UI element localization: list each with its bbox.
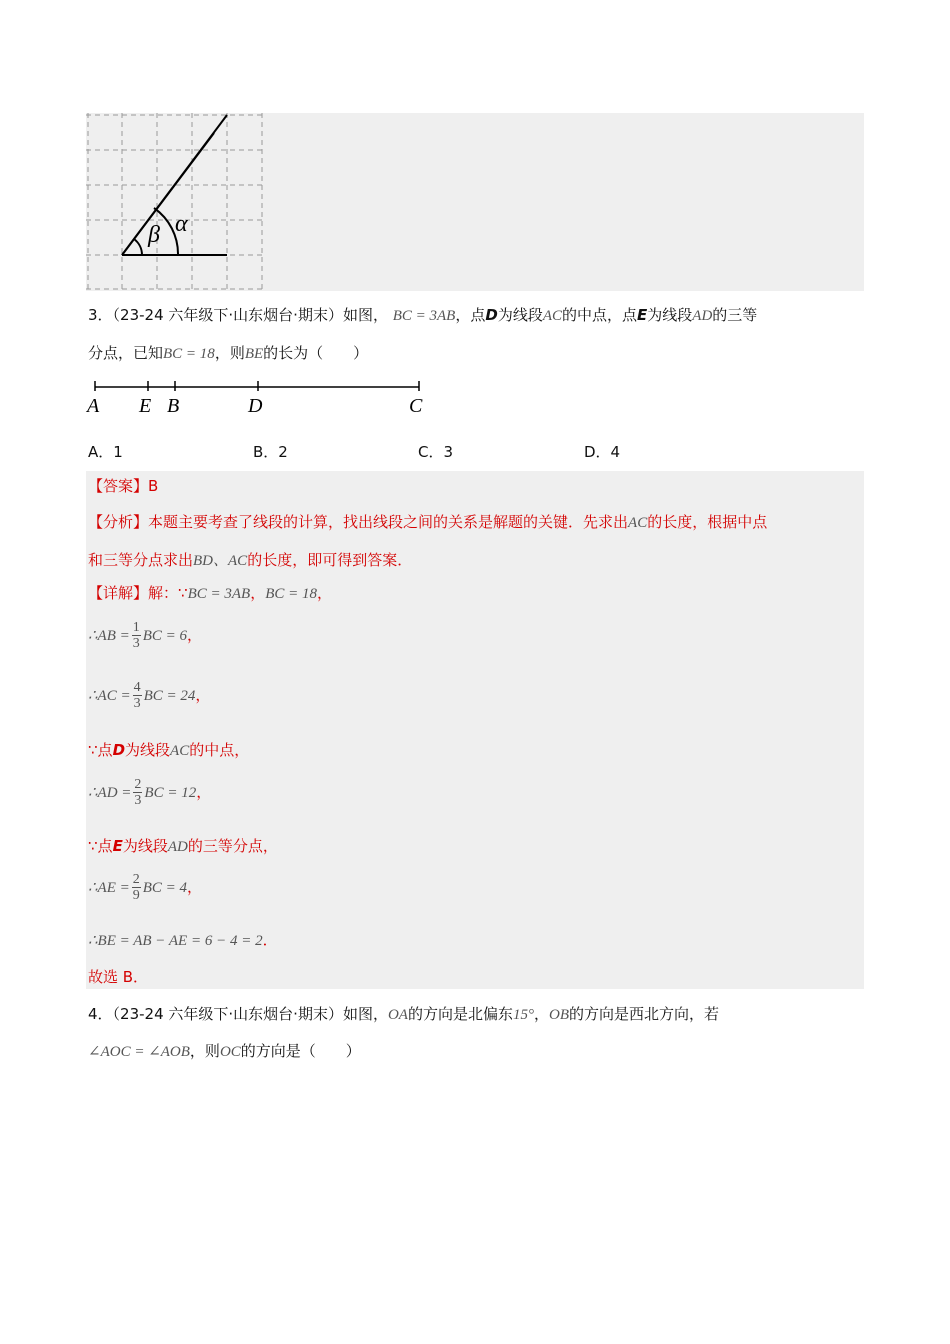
q4-ob: OB xyxy=(548,1007,569,1023)
step5-text: 为线段 xyxy=(122,837,168,855)
detail-solve: 解： xyxy=(148,584,179,602)
step0-eq-a: BC = 3AB xyxy=(187,586,251,602)
q4-source: （23-24 六年级下·山东烟台·期末）如图， xyxy=(112,1005,388,1023)
step1-fraction xyxy=(132,620,141,651)
q3-ad: AD xyxy=(692,308,713,324)
comma: ， xyxy=(187,626,203,644)
analysis-line2 xyxy=(88,550,412,571)
step3-ac: AC xyxy=(170,743,190,759)
analysis-text: 和三等分点求出 xyxy=(88,551,194,569)
q3-text: ，则 xyxy=(214,344,245,362)
step2 xyxy=(88,680,210,711)
label-e: E xyxy=(139,395,152,417)
therefore-symbol: ∴ xyxy=(88,933,98,949)
step6-pre: AE = xyxy=(97,880,130,896)
step0-eq-b: BC = 18 xyxy=(265,586,318,602)
step7-eq: BE = AB − AE = 6 − 4 = 2 xyxy=(97,933,263,949)
step6 xyxy=(88,872,202,903)
step2-post: BC = 24 xyxy=(143,688,196,704)
denominator: 3 xyxy=(132,636,140,651)
q3-text: 的三等 xyxy=(712,306,758,324)
analysis-line1 xyxy=(88,512,767,533)
step4-pre: AD = xyxy=(97,785,132,801)
step4-fraction xyxy=(133,777,142,808)
beta-label: β xyxy=(148,222,160,248)
q3-text: 为线段 xyxy=(647,306,693,324)
q3-text: 的中点，点 xyxy=(562,306,638,324)
q4-line1 xyxy=(88,1004,719,1025)
step5 xyxy=(88,836,278,857)
angle-grid-figure xyxy=(86,113,266,291)
detail-tag: 【详解】 xyxy=(88,584,149,602)
analysis-tag: 【分析】 xyxy=(88,513,149,531)
q4-oa: OA xyxy=(387,1007,408,1023)
q3-ac: AC xyxy=(542,308,563,324)
step2-fraction xyxy=(133,680,142,711)
label-b: B xyxy=(167,395,180,417)
denominator: 3 xyxy=(134,793,142,808)
option-d: D．4 xyxy=(584,443,621,461)
comma: ， xyxy=(250,584,266,602)
numerator: 2 xyxy=(134,777,142,792)
step5-text: 点 xyxy=(97,837,113,855)
detail-line0 xyxy=(88,583,332,604)
comma: ， xyxy=(187,878,203,896)
step3 xyxy=(88,740,249,761)
q3-number: 3． xyxy=(88,306,113,324)
numerator: 1 xyxy=(132,620,140,635)
q3-text: 分点，已知 xyxy=(88,344,164,362)
step2-pre: AC = xyxy=(97,688,131,704)
therefore-symbol: ∴ xyxy=(88,785,98,801)
label-d: D xyxy=(248,395,263,417)
therefore-symbol: ∴ xyxy=(88,628,98,644)
q4-text: ， xyxy=(533,1005,549,1023)
step4 xyxy=(88,777,211,808)
period: ． xyxy=(262,931,278,949)
analysis-text: 的长度，即可得到答案． xyxy=(247,551,413,569)
q3-eq1: BC = 3AB xyxy=(392,308,456,324)
step5-point-e: E xyxy=(112,837,123,855)
denominator: 3 xyxy=(133,696,141,711)
step4-post: BC = 12 xyxy=(144,785,197,801)
because-symbol: ∵ xyxy=(178,584,188,602)
q4-text: 的方向是北偏东 xyxy=(407,1005,513,1023)
step6-post: BC = 4 xyxy=(142,880,188,896)
q3-be: BE xyxy=(244,346,264,362)
q3-text: 的长为（ ） xyxy=(263,344,369,362)
q3-line1 xyxy=(88,305,757,326)
q4-oc: OC xyxy=(219,1044,241,1060)
because-symbol: ∵ xyxy=(88,837,98,855)
denominator: 9 xyxy=(132,888,140,903)
q3-point-d: D xyxy=(485,306,498,324)
segment-figure xyxy=(84,378,429,420)
step1-post: BC = 6 xyxy=(142,628,188,644)
q4-eq: ∠AOC = ∠AOB xyxy=(88,1044,190,1060)
q4-number: 4． xyxy=(88,1005,113,1023)
final-answer: 故选 B． xyxy=(88,968,149,986)
q3-text: ，点 xyxy=(455,306,486,324)
q4-text: 的方向是（ ） xyxy=(240,1042,361,1060)
step3-text: 为线段 xyxy=(125,741,171,759)
step5-ad: AD xyxy=(167,839,188,855)
q4-text: ，则 xyxy=(189,1042,220,1060)
q3-point-e: E xyxy=(637,306,648,324)
option-b: B．2 xyxy=(253,443,288,461)
alpha-label: α xyxy=(175,211,188,237)
label-a: A xyxy=(87,395,100,417)
analysis-bd-ac: BD、AC xyxy=(193,553,248,569)
therefore-symbol: ∴ xyxy=(88,880,98,896)
step1 xyxy=(88,620,202,651)
q3-eq2: BC = 18 xyxy=(163,346,215,362)
analysis-ac: AC xyxy=(628,515,648,531)
analysis-text: 本题主要考查了线段的计算，找出线段之间的关系是解题的关键．先求出 xyxy=(148,513,629,531)
answer-tag: 【答案】 xyxy=(88,477,149,495)
comma: ， xyxy=(195,686,211,704)
option-a: A．1 xyxy=(88,443,123,461)
q3-text: 为线段 xyxy=(497,306,543,324)
therefore-symbol: ∴ xyxy=(88,688,98,704)
answer-background xyxy=(86,471,864,989)
step5-text: 的三等分点， xyxy=(187,837,278,855)
numerator: 4 xyxy=(133,680,141,695)
label-c: C xyxy=(409,395,423,417)
step3-point-d: D xyxy=(112,741,126,759)
comma: ， xyxy=(196,783,212,801)
q3-source: （23-24 六年级下·山东烟台·期末）如图， xyxy=(112,306,388,324)
answer-value: B xyxy=(148,477,159,495)
step3-text: 点 xyxy=(97,741,113,759)
q3-line2 xyxy=(88,343,368,364)
option-c: C．3 xyxy=(418,443,454,461)
q4-degree: 15° xyxy=(512,1007,534,1023)
q4-line2 xyxy=(88,1041,361,1062)
numerator: 2 xyxy=(132,872,140,887)
step3-text: 的中点， xyxy=(189,741,250,759)
answer-line xyxy=(88,476,158,496)
q4-text: 的方向是西北方向，若 xyxy=(568,1005,719,1023)
comma: ， xyxy=(317,584,333,602)
analysis-text: 的长度，根据中点 xyxy=(647,513,768,531)
step6-fraction xyxy=(132,872,141,903)
step7 xyxy=(88,930,278,951)
because-symbol: ∵ xyxy=(88,741,98,759)
step1-pre: AB = xyxy=(97,628,130,644)
